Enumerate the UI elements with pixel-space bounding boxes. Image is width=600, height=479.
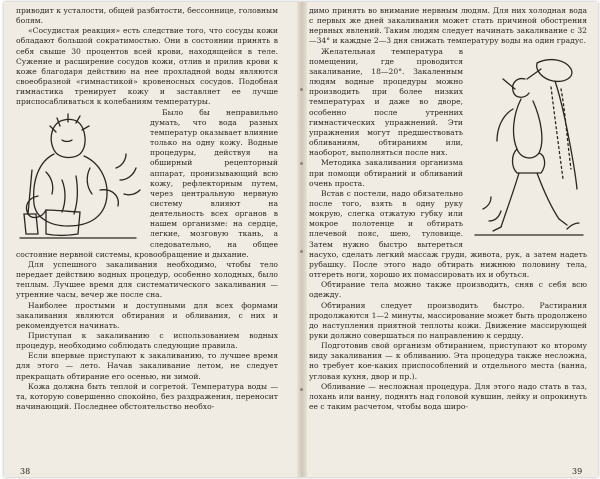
page-number: 39 bbox=[572, 467, 583, 476]
right-page bbox=[309, 6, 587, 468]
paragraph: Встав с постели, надо обязательно после того, взять в одну руку мокрую, слегка отжатую губку или мокрое полотенце и обтирать плечевой пояс, шею, туловище. Затем нужно быстро вытереться насухо, сделать легкий массаж груди, живота, рук, а затем надеть рубашку. После этого надо обтирать нижнюю половину тела, отгереть ноги, хорошо их помассировать их и обуться. bbox=[309, 188, 587, 280]
paragraph: Кожа должна быть теплой и согретой. Температура воды — та, которую совершенно спокойно, без раздражения, переносит начинающий. Последнее обстоятельство необхо- bbox=[16, 381, 278, 412]
paragraph: приводит к усталости, общей разбитости, бессоннице, головным болям. bbox=[16, 6, 278, 26]
book-gutter bbox=[297, 2, 307, 477]
paragraph: Приступая к закаливанию с использованием водных процедур, необходимо соблюдать следующие правила. bbox=[16, 331, 278, 351]
paragraph: «Сосудистая реакция» есть следствие того, что сосуды кожи обладают большой сократимостью. Они в состоянии принять в себя свыше 30 процентов всей крови, находящейся в теле. Сужение и расширение сосудов кожи, отлив и прилив крови к коже благодаря действию на нее прохладной воды являются своеобразной «гимнастикой» кровеносных сосудов. Подобная гимнастика тренирует кожу и заставляет ее лучше приспосабливаться к колебаниям температуры. bbox=[16, 26, 278, 107]
paragraph: Было бы неправильно думать, что вода разных температур оказывает влияние только на одну кожу. Водные процедуры, действуя на обширный рецепторный аппарат, пронизывающий всю кожу, рефлекторным путем, через центральную нервную систему влияют на деятельность всех органов в нашем организме: на сердце, легкие, мозговую ткань, а следовательно, на общее состояние нервной системы, кровообращение и дыхание. bbox=[16, 107, 278, 259]
page-number: 38 bbox=[20, 467, 31, 476]
binding-hole bbox=[300, 88, 303, 91]
paragraph: Наиболее простыми и доступными для всех формами закаливания являются обтирания и обливания, с них и рекомендуется начинать. bbox=[16, 300, 278, 330]
illustration-woman-pouring-water bbox=[467, 49, 587, 239]
paragraph: Методика закаливания организма при помощи обтираний и обливаний очень проста. bbox=[309, 158, 463, 188]
binding-hole bbox=[300, 388, 303, 391]
binding-hole bbox=[300, 250, 303, 253]
paragraph: Желательная температура в помещении, где проводится закаливание, 18—20°. Закаленным людям водные процедуры можно производить при более низких температурах и даже во дворе, особенно после утренних гимнастических упражнений. Эти упражнения могут предшествовать обливаниям, обтираниям или, наоборот, выполняться после них. bbox=[309, 46, 463, 158]
paragraph: Обтирания следует производить быстро. Растирания продолжаются 1—2 минуты, массирование может быть продолжено до наступления приятной теплоты кожи. Движение массирующей руки должно совершаться по направлению к сердцу. bbox=[309, 300, 587, 340]
paragraph: Подготовив свой организм обтиранием, приступают ко второму виду закаливания — к обливанию. Эта процедура также несложна, но требует кое-каких приспособлений и отдельного места (ванна, угловая кухня, двор и пр.). bbox=[309, 341, 587, 381]
book-spread bbox=[4, 2, 598, 477]
paragraph: димо принять во внимание нервным людям. Для них холодная вода с первых же дней закаливания может стать причиной обострения нервных явлений. Таким людям следует начинать закаливание с 32—34° и каждые 2—3 дня снижать температуру воды на один градус. bbox=[309, 6, 587, 46]
left-page bbox=[16, 6, 278, 468]
paragraph: Для успешного закаливания необходимо, чтобы тело передает действию водных процедур, особенно холодных, было теплым. Лучшее время для систематического закаливания — утренние часы, вечер же после сна. bbox=[16, 259, 278, 300]
paragraph: Обливание — несложная процедура. Для этого надо стать в таз, лохань или ванну, поднять над головой кувшин, лейку и опрокинуть ее с таким расчетом, чтобы вода широ- bbox=[309, 381, 587, 412]
binding-hole bbox=[300, 162, 303, 165]
paragraph: Обтирание тела можно также производить, сняв с себя всю одежду. bbox=[309, 280, 587, 300]
illustration-man-washing bbox=[16, 110, 144, 245]
paragraph: Если впервые приступают к закаливанию, то лучшее время для этого — лето. Начав закаливание летом, не следует прекращать обтирание его осенью, ни зимой. bbox=[16, 351, 278, 381]
